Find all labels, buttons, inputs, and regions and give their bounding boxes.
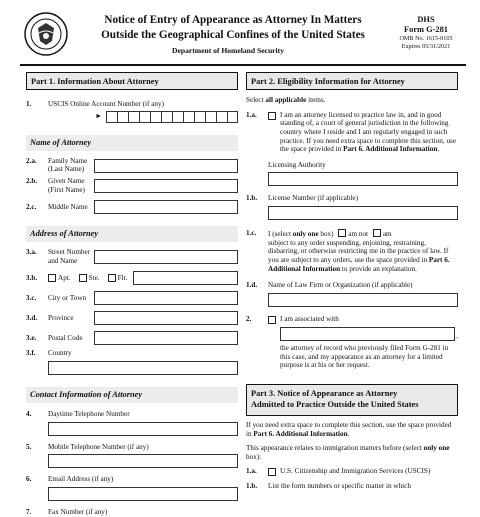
part1-column (26, 72, 238, 517)
street-field[interactable] (94, 250, 238, 264)
email-row: 6. Email Address (if any) (26, 475, 114, 484)
item-1a-row: 1.a. I am an attorney licensed to practice law in, and in good standing of, a court of general jurisdiction in the following country where I reside and I am regularly engaged in such practice. If you need extra space to complete this section, use the space provided in Part 6. Additional Information. (246, 110, 457, 154)
mobile-phone-field[interactable] (48, 454, 238, 468)
street-row: 3.a. Street Number and Name (26, 248, 238, 265)
uscis-option-row: 1.a. U.S. Citizenship and Immigration Services (USCIS) (246, 467, 431, 476)
uscis-account-row: 1. USCIS Online Account Number (if any) (26, 100, 164, 108)
province-row: 3.d. Province (26, 311, 238, 325)
associated-attorney-field[interactable] (280, 327, 455, 341)
province-field[interactable] (94, 311, 238, 325)
part2-heading: Part 2. Eligibility Information for Attorney (246, 72, 458, 90)
part3-para2: This appearance relates to immigration matters before (select only one box): (246, 444, 450, 461)
law-firm-field[interactable] (268, 293, 458, 307)
item-1c-row: 1.c. I (select only one box) am not am subject to any order suspending, enjoining, restraining, disbarring, or otherwise restricting me in the practice of law. If you are subject to any orders, use the space provided in Part 6. Additional Information to provide an explanation. (246, 229, 450, 273)
part3-para1: If you need extra space to complete this section, use the space provided in Part 6. Additional Information. (246, 420, 452, 438)
uscis-account-input[interactable] (106, 111, 238, 123)
country-row: 3.f. Country (26, 349, 72, 358)
given-name-field[interactable] (94, 179, 238, 193)
unit-number-field[interactable] (133, 271, 238, 285)
mobile-phone-row: 5. Mobile Telephone Number (if any) (26, 442, 149, 451)
associated-checkbox[interactable] (268, 316, 276, 324)
law-firm-row: 1.d. Name of Law Firm or Organization (if applicable) (246, 281, 413, 290)
family-name-row: 2.a. Family Name (Last Name) (26, 157, 238, 174)
licensed-attorney-checkbox[interactable] (268, 112, 276, 120)
part1-heading: Part 1. Information About Attorney (26, 72, 238, 90)
dhs-seal-icon (24, 12, 68, 56)
am-not-checkbox[interactable] (338, 229, 346, 237)
daytime-phone-row: 4. Daytime Telephone Number (26, 410, 130, 419)
part2-intro: Select all applicable items. (246, 96, 326, 104)
form-title: Notice of Entry of Appearance as Attorney In Matters Outside the Geographical Confines of the United States (101, 14, 365, 41)
flr-checkbox[interactable] (108, 274, 116, 282)
item-2-text: the attorney of record who previously filed Form G-281 in this case, and my appearance as an attorney for a limited purpose is at his or her request. (280, 343, 449, 370)
contact-section-title: Contact Information of Attorney (26, 387, 238, 403)
given-name-row: 2.b. Given Name (First Name) (26, 177, 238, 194)
family-name-field[interactable] (94, 159, 238, 173)
part3-heading: Part 3. Notice of Appearance as Attorney Admitted to Practice Outside the United States (246, 384, 458, 416)
department-name: Department of Homeland Security (172, 46, 284, 55)
middle-name-row: 2.c. Middle Name (26, 200, 238, 214)
address-section-title: Address of Attorney (26, 226, 238, 242)
licensing-authority-field[interactable] (268, 172, 458, 186)
city-row: 3.c. City or Town (26, 291, 238, 305)
arrow-icon: ► (95, 112, 102, 121)
item-2-row: 2. I am associated with (246, 314, 339, 323)
city-field[interactable] (94, 291, 238, 305)
am-checkbox[interactable] (373, 229, 381, 237)
fax-row: 7. Fax Number (if any) (26, 508, 108, 517)
form-meta: DHS Form G-281 OMB No. 1615-0105 Expires 05/31/2021 (399, 15, 453, 50)
licensing-authority-label: Licensing Authority (268, 160, 326, 169)
country-field[interactable] (48, 361, 238, 375)
name-section-title: Name of Attorney (26, 135, 238, 151)
part2-column: Part 2. Eligibility Information for Attorney Select all applicable items. 1.a. I am an attorney licensed to practice law in, and in good standing of, a court of general jurisdiction in the following country where I reside and I am regularly engaged in such practice. If you need extra space to complete this section, use the space provided in Part 6. Additional Information. Licensing Authority 1.b. License Number (if applicable) 1.c. I (select only one box) am not am subject to any order suspending, enjoining, restraining, disbarring, or otherwise restricting me in the practice of law. If you are subject to any orders, use the space provided in Part 6. Additional Information to provide an explanation. 1.d. Name of Law Firm or Organization (if applicable) 2. I am associated with , the attorney of record who previously filed Form G-281 in this case, and my appearance as an attorney for a limited purpose is at his or her request. Part 3. Notice of Appearance as Attorney Admitted to Practice Outside the United States If you need extra space to complete this section, use the space provided in Part 6. Additional Information. This appearance relates to immigration matters before (select only one box): 1.a. U.S. Citizenship and Immigration Services (USCIS) 1.b. List the form numbers or specific matter in which (246, 72, 458, 491)
postal-code-field[interactable] (94, 331, 238, 345)
postal-code-row: 3.e. Postal Code (26, 331, 238, 345)
email-field[interactable] (48, 487, 238, 501)
uscis-checkbox[interactable] (268, 468, 276, 476)
header-rule (20, 64, 466, 66)
apt-checkbox[interactable] (48, 274, 56, 282)
ste-checkbox[interactable] (79, 274, 87, 282)
unit-row: 3.b. Apt. Ste. Flr. (26, 271, 238, 285)
license-number-row: 1.b. License Number (if applicable) (246, 194, 359, 203)
middle-name-field[interactable] (94, 200, 238, 214)
form-numbers-row: 1.b. List the form numbers or specific matter in which (246, 482, 411, 491)
daytime-phone-field[interactable] (48, 422, 238, 436)
license-number-field[interactable] (268, 206, 458, 220)
